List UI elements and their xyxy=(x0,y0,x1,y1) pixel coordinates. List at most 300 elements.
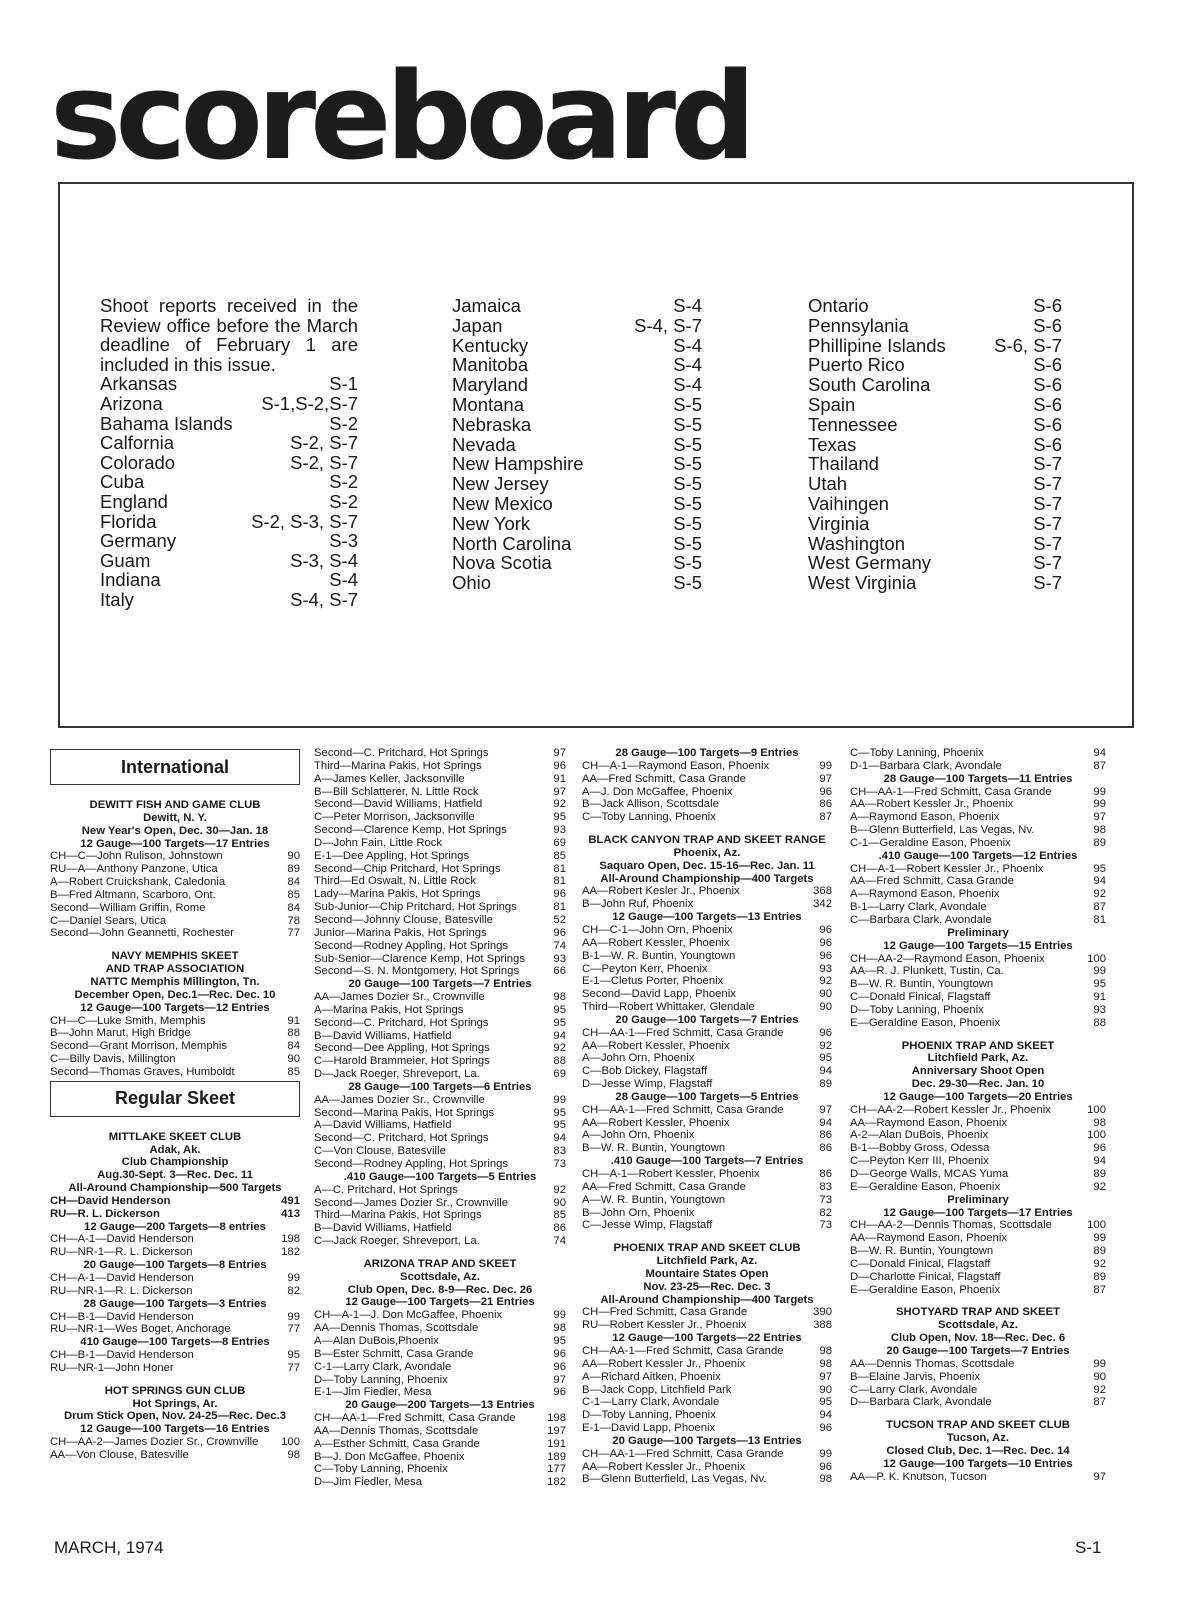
result-row xyxy=(850,1129,1106,1142)
result-row xyxy=(582,1422,832,1435)
index-pages: S-2, S-3, S-7 xyxy=(251,510,358,532)
shooter-score: 100 xyxy=(281,1436,300,1449)
result-row xyxy=(582,1396,832,1409)
shooter-name: D-1—Barbara Clark, Avondale xyxy=(850,759,1002,772)
shooter-name: C—Bob Dickey, Flagstaff xyxy=(582,1065,708,1078)
shooter-name: AA—Dennis Thomas, Scottsdale xyxy=(314,1424,479,1437)
shooter-score: 95 xyxy=(1093,978,1106,991)
index-pages: S-7 xyxy=(1033,492,1062,514)
result-row xyxy=(50,1323,300,1336)
shooter-name: D—Toby Lanning, Phoenix xyxy=(850,1003,984,1016)
index-pages: S-5 xyxy=(673,433,702,455)
index-pages: S-5 xyxy=(673,413,702,435)
event-heading: 12 Gauge—100 Targets—15 Entries xyxy=(883,939,1073,952)
shooter-name: AA—Von Clouse, Batesville xyxy=(50,1448,189,1461)
index-state: Bahama Islands xyxy=(100,412,233,434)
shooter-score: 73 xyxy=(819,1193,832,1206)
result-row xyxy=(50,876,300,889)
index-pages: S-6 xyxy=(1033,354,1062,376)
index-state: Nova Scotia xyxy=(452,552,552,574)
result-row xyxy=(582,1219,832,1232)
shooter-name: Second—David Lapp, Phoenix xyxy=(582,988,736,1001)
shooter-score: 99 xyxy=(287,1272,300,1284)
index-entry xyxy=(808,435,1062,455)
result-row xyxy=(850,1104,1106,1117)
shooter-name: D—Jesse Wimp, Flagstaff xyxy=(582,1078,713,1091)
shooter-score: 96 xyxy=(553,926,566,939)
page-title: scoreboard xyxy=(50,48,750,187)
shooter-name: C—Jack Roeger, Shreveport, La. xyxy=(314,1235,480,1248)
shooter-name: Lady—Marina Pakis, Hot Springs xyxy=(314,888,481,901)
result-row xyxy=(314,1004,566,1017)
shooter-score: 90 xyxy=(553,1196,566,1209)
index-entry xyxy=(100,531,358,551)
result-row xyxy=(314,1068,566,1081)
shooter-score: 95 xyxy=(819,1396,832,1409)
index-entry xyxy=(808,355,1062,375)
event-heading: All-Around Championship—400 Targets xyxy=(600,1293,814,1306)
shooter-name: A—Esther Schmitt, Casa Grande xyxy=(314,1437,480,1450)
index-entry xyxy=(100,394,358,414)
shooter-score: 95 xyxy=(553,1106,566,1119)
shooter-name: AA—James Dozier Sr., Crownville xyxy=(314,991,485,1004)
index-entry xyxy=(808,375,1062,395)
shooter-score: 98 xyxy=(553,1322,566,1335)
shooter-score: 90 xyxy=(287,850,300,863)
shooter-name: CH—AA-1—Fred Schmitt, Casa Grande xyxy=(582,1344,784,1357)
shooter-score: 86 xyxy=(819,1129,832,1142)
shooter-name: A—Robert Cruickshank, Caledonia xyxy=(50,876,226,889)
shooter-score: 94 xyxy=(1093,1155,1106,1168)
shooter-name: C—Larry Clark, Avondale xyxy=(850,1383,978,1396)
result-row xyxy=(582,1358,832,1371)
shooter-score: 91 xyxy=(1093,991,1106,1004)
event-heading: All-Around Championship—400 Targets xyxy=(600,872,814,885)
shooter-score: 95 xyxy=(553,1334,566,1347)
result-row xyxy=(314,837,566,850)
shooter-name: CH—AA-1—Fred Schmitt, Casa Grande xyxy=(582,1447,784,1460)
event-heading: 20 Gauge—100 Targets—13 Entries xyxy=(612,1434,802,1447)
event-heading: 28 Gauge—100 Targets—5 Entries xyxy=(615,1090,799,1103)
shooter-score: 368 xyxy=(813,885,832,898)
shooter-score: 87 xyxy=(1093,759,1106,772)
result-row xyxy=(850,1181,1106,1194)
shooter-name: C—Billy Davis, Millington xyxy=(50,1053,176,1066)
shooter-name: A—Raymond Eason, Phoenix xyxy=(850,888,1000,901)
shooter-name: AA—R. J. Plunkett, Tustin, Ca. xyxy=(850,965,1004,978)
shooter-score: 52 xyxy=(553,913,566,926)
intro-text: Shoot reports received in the Review office before the March deadline of February 1 are included in this issue. xyxy=(100,295,358,375)
event-heading: 20 Gauge—100 Targets—7 Entries xyxy=(615,1013,799,1026)
index-entry xyxy=(808,415,1062,435)
result-row xyxy=(314,863,566,876)
shooter-score: 87 xyxy=(819,811,832,824)
result-row xyxy=(50,1195,300,1208)
shooter-score: 97 xyxy=(1093,1470,1106,1483)
result-row xyxy=(850,811,1106,824)
result-row xyxy=(850,914,1106,927)
shooter-score: 97 xyxy=(553,1373,566,1386)
index-state: Spain xyxy=(808,393,856,415)
shooter-score: 95 xyxy=(553,1003,566,1016)
shooter-score: 96 xyxy=(553,1360,566,1373)
shooter-score: 98 xyxy=(287,1448,300,1461)
event-heading: Adak, Ak. xyxy=(149,1143,201,1156)
result-row xyxy=(582,963,832,976)
index-state: West Virginia xyxy=(808,572,917,594)
result-row xyxy=(582,1461,832,1474)
index-pages: S-2 xyxy=(329,490,358,512)
index-entry xyxy=(100,374,358,394)
result-row xyxy=(582,1319,832,1332)
shooter-score: 89 xyxy=(819,1078,832,1091)
shooter-score: 99 xyxy=(1093,1232,1106,1245)
index-state: Cuba xyxy=(100,471,145,493)
shooter-score: 99 xyxy=(819,1447,832,1460)
index-entry xyxy=(808,316,1062,336)
result-row xyxy=(850,875,1106,888)
result-row xyxy=(50,1208,300,1221)
shooter-name: D—Charlotte Finical, Flagstaff xyxy=(850,1270,1001,1283)
shooter-name: C—Harold Brammeier, Hot Springs xyxy=(314,1055,490,1068)
index-state: Maryland xyxy=(452,374,529,396)
result-row xyxy=(50,889,300,902)
shooter-score: 90 xyxy=(819,1001,832,1014)
shooter-score: 96 xyxy=(819,923,832,936)
section-heading-box: International xyxy=(50,749,300,785)
result-row xyxy=(314,1197,566,1210)
result-row xyxy=(314,1361,566,1374)
shooter-score: 85 xyxy=(287,1065,300,1078)
event-heading: Preliminary xyxy=(947,926,1009,939)
index-pages: S-1,S-2,S-7 xyxy=(261,392,358,414)
shooter-score: 88 xyxy=(1093,1016,1106,1029)
result-row xyxy=(50,902,300,915)
index-entry xyxy=(100,492,358,512)
event-heading: 28 Gauge—100 Targets—9 Entries xyxy=(615,747,799,759)
shooter-score: 88 xyxy=(553,1055,566,1068)
footer-page-number: S-1 xyxy=(1075,1538,1102,1557)
shooter-score: 99 xyxy=(553,1093,566,1106)
index-pages: S-6 xyxy=(1033,433,1062,455)
shooter-name: B—David Williams, Hatfield xyxy=(314,1029,452,1042)
result-row xyxy=(50,1436,300,1449)
index-entry xyxy=(452,534,702,554)
result-row xyxy=(314,875,566,888)
event-heading: Phoenix, Az. xyxy=(673,846,741,859)
shooter-name: Third—Ed Oswalt, N. Little Rock xyxy=(314,875,476,888)
event-heading: 12 Gauge—100 Targets—10 Entries xyxy=(883,1457,1073,1470)
index-pages: S-6 xyxy=(1033,374,1062,396)
shooter-score: 73 xyxy=(553,1158,566,1170)
index-entry xyxy=(100,551,358,571)
shooter-score: 82 xyxy=(287,1284,300,1297)
shooter-name: AA—Dennis Thomas, Scottsdale xyxy=(314,1322,479,1335)
index-entry xyxy=(452,454,702,474)
event-heading: Scottsdale, Az. xyxy=(938,1319,1018,1332)
result-row xyxy=(850,1358,1106,1371)
event-heading: Club Open, Nov. 18—Rec. Dec. 6 xyxy=(890,1332,1066,1345)
event-heading: BLACK CANYON TRAP AND SKEET RANGE xyxy=(588,834,826,847)
shooter-name: B-1—W. R. Buntin, Youngtown xyxy=(582,949,736,962)
result-row xyxy=(850,901,1106,914)
shooter-name: Second—David Williams, Hatfield xyxy=(314,798,483,811)
shooter-name: Second—James Dozier Sr., Crownville xyxy=(314,1196,508,1209)
shooter-score: 84 xyxy=(287,901,300,914)
shooter-name: C-1—Larry Clark, Avondale xyxy=(314,1360,452,1373)
shooter-name: CH—AA-1—Fred Schmitt, Casa Grande xyxy=(314,1412,516,1425)
shooter-name: CH—AA-2—Raymond Eason, Phoenix xyxy=(850,952,1045,965)
shooter-score: 95 xyxy=(819,1052,832,1065)
shooter-score: 96 xyxy=(819,785,832,798)
result-row xyxy=(582,1371,832,1384)
event-heading: Scottsdale, Az. xyxy=(400,1270,480,1283)
result-row xyxy=(314,1209,566,1222)
shooter-score: 94 xyxy=(553,1029,566,1042)
shooter-name: RU—A—Anthony Panzone, Utica xyxy=(50,863,218,876)
index-entry xyxy=(452,553,702,573)
shooter-score: 99 xyxy=(819,759,832,772)
shooter-name: B—Jack Copp, Litchfield Park xyxy=(582,1383,732,1396)
shooter-score: 413 xyxy=(281,1207,300,1220)
shooter-score: 198 xyxy=(547,1412,566,1425)
shooter-name: A—John Orn, Phoenix xyxy=(582,1052,695,1065)
index-state: North Carolina xyxy=(452,532,572,554)
index-pages: S-6 xyxy=(1033,314,1062,336)
event-heading: PHOENIX TRAP AND SKEET CLUB xyxy=(613,1242,801,1255)
event-heading: Dewitt, N. Y. xyxy=(143,811,207,824)
shooter-name: A—Alan DuBois,Phoenix xyxy=(314,1334,439,1347)
shooter-name: AA—Raymond Eason, Phoenix xyxy=(850,1232,1007,1245)
shooter-score: 491 xyxy=(281,1194,300,1207)
index-state: Pennsylania xyxy=(808,314,909,336)
index-pages: S-4 xyxy=(673,295,702,316)
result-row xyxy=(50,915,300,928)
result-row xyxy=(314,811,566,824)
index-pages: S-2, S-7 xyxy=(290,432,358,454)
result-row xyxy=(50,1053,300,1066)
result-row xyxy=(314,1132,566,1145)
shooter-score: 98 xyxy=(819,1344,832,1357)
shooter-score: 100 xyxy=(1087,952,1106,965)
shooter-name: AA—Robert Kessler, Phoenix xyxy=(582,1116,730,1129)
result-row xyxy=(850,1384,1106,1397)
shooter-score: 69 xyxy=(553,836,566,849)
index-state: Thailand xyxy=(808,453,879,475)
result-row xyxy=(582,1473,832,1486)
shooter-name: A—John Orn, Phoenix xyxy=(582,1129,695,1142)
shooter-score: 98 xyxy=(1093,824,1106,837)
shooter-name: AA—James Dozier Sr., Crownville xyxy=(314,1093,485,1106)
index-pages: S-3 xyxy=(329,530,358,552)
result-row xyxy=(582,1345,832,1358)
shooter-name: Third—Marina Pakis, Hot Springs xyxy=(314,1209,482,1222)
results-column-3 xyxy=(582,747,832,1486)
event-heading: New Year's Open, Dec. 30—Jan. 18 xyxy=(81,824,269,837)
shooter-score: 99 xyxy=(1093,785,1106,798)
result-row xyxy=(314,1145,566,1158)
shooter-name: D—Toby Lanning, Phoenix xyxy=(582,1409,716,1422)
shooter-score: 87 xyxy=(1093,1396,1106,1409)
shooter-score: 96 xyxy=(553,1386,566,1399)
shooter-score: 95 xyxy=(553,1016,566,1029)
index-state: Washington xyxy=(808,532,906,554)
shooter-name: B—Jack Allison, Scottsdale xyxy=(582,798,719,811)
event-heading: TUCSON TRAP AND SKEET CLUB xyxy=(886,1419,1070,1432)
shooter-name: Sub-Senior—Clarence Kemp, Hot Springs xyxy=(314,952,525,965)
shooter-score: 97 xyxy=(819,1103,832,1116)
shooter-score: 84 xyxy=(287,1040,300,1053)
shooter-name: CH—C—Luke Smith, Memphis xyxy=(50,1014,206,1027)
index-state: Virginia xyxy=(808,512,870,534)
result-row xyxy=(314,824,566,837)
index-state: New Hampshire xyxy=(452,453,584,475)
results-column-2 xyxy=(314,747,566,1489)
event-heading: Club Championship xyxy=(121,1156,229,1169)
index-pages: S-7 xyxy=(1033,532,1062,554)
event-heading: Nov. 23-25—Rec. Dec. 3 xyxy=(643,1280,771,1293)
event-heading: Dec. 29-30—Rec. Jan. 10 xyxy=(911,1078,1045,1091)
shooter-score: 81 xyxy=(553,875,566,888)
shooter-name: B—W. R. Buntin, Youngtown xyxy=(850,1245,994,1258)
index-entry xyxy=(808,454,1062,474)
event-heading: Anniversary Shoot Open xyxy=(911,1065,1045,1078)
shooter-name: AA—Robert Kessler, Phoenix xyxy=(582,936,730,949)
event-heading: DEWITT FISH AND GAME CLUB xyxy=(89,799,261,811)
shooter-score: 96 xyxy=(553,888,566,901)
shooter-score: 77 xyxy=(287,1361,300,1374)
shooter-name: CH—AA-2—Robert Kessler Jr., Phoenix xyxy=(850,1103,1051,1116)
shooter-name: B—John Marut, High Bridge xyxy=(50,1027,191,1040)
result-row xyxy=(314,798,566,811)
index-state: England xyxy=(100,490,168,512)
result-row xyxy=(850,1219,1106,1232)
result-row xyxy=(314,1094,566,1107)
shooter-score: 96 xyxy=(819,1422,832,1435)
shooter-name: C—Toby Lanning, Phoenix xyxy=(850,747,984,759)
shooter-score: 74 xyxy=(553,939,566,952)
shooter-name: RU—NR-1—R. L. Dickerson xyxy=(50,1246,193,1259)
shooter-score: 94 xyxy=(819,1065,832,1078)
index-entry xyxy=(452,296,702,316)
shooter-name: C-1—Larry Clark, Avondale xyxy=(582,1396,720,1409)
shooter-score: 81 xyxy=(553,901,566,914)
shooter-score: 90 xyxy=(1093,1370,1106,1383)
shooter-name: Second—Marina Pakis, Hot Springs xyxy=(314,1106,495,1119)
shooter-name: Third—Robert Whittaker, Glendale xyxy=(582,1001,755,1014)
index-pages: S-4 xyxy=(673,354,702,376)
shooter-name: A-2—Alan DuBois, Phoenix xyxy=(850,1129,989,1142)
result-row xyxy=(50,1272,300,1285)
shooter-score: 177 xyxy=(547,1463,566,1476)
shooter-name: B—John Ruf, Phoenix xyxy=(582,898,694,911)
shooter-name: C—Jesse Wimp, Flagstaff xyxy=(582,1219,713,1232)
shooter-name: Junior—Marina Pakis, Hot Springs xyxy=(314,926,487,939)
result-row xyxy=(50,863,300,876)
shooter-score: 89 xyxy=(1093,1270,1106,1283)
index-pages: S-4 xyxy=(673,334,702,356)
shooter-score: 87 xyxy=(1093,1283,1106,1296)
shooter-score: 96 xyxy=(819,936,832,949)
result-row xyxy=(314,1119,566,1132)
shooter-name: AA—Robert Kessler Jr., Phoenix xyxy=(582,1460,746,1473)
index-entry xyxy=(452,355,702,375)
shooter-name: E-1—Jim Fiedler, Mesa xyxy=(314,1386,432,1399)
shooter-name: Second—Rodney Appling, Hot Springs xyxy=(314,1158,509,1170)
result-row xyxy=(314,1222,566,1235)
shooter-name: D—George Walls, MCAS Yuma xyxy=(850,1168,1009,1180)
shooter-score: 98 xyxy=(819,1357,832,1370)
shooter-name: C—Daniel Sears, Utica xyxy=(50,914,167,927)
index-state: Indiana xyxy=(100,569,161,591)
event-heading: 28 Gauge—100 Targets—6 Entries xyxy=(348,1080,532,1093)
result-row xyxy=(314,940,566,953)
shooter-name: B-1—Larry Clark, Avondale xyxy=(850,901,987,914)
result-row xyxy=(582,1117,832,1130)
event-heading: 28 Gauge—100 Targets—3 Entries xyxy=(83,1297,267,1310)
result-row xyxy=(314,1055,566,1068)
shooter-name: AA—Dennis Thomas, Scottsdale xyxy=(850,1357,1015,1370)
shooter-name: Second—C. Pritchard, Hot Springs xyxy=(314,1016,489,1029)
index-pages: S-1 xyxy=(329,373,358,395)
index-pages: S-5 xyxy=(673,532,702,554)
index-pages: S-5 xyxy=(673,492,702,514)
shooter-name: C-1—Geraldine Eason, Phoenix xyxy=(850,836,1011,849)
shooter-name: Second—Dee Appling, Hot Springs xyxy=(314,1042,490,1055)
shooter-name: C—Donald Finical, Flagstaff xyxy=(850,991,991,1004)
shooter-name: A—Richard Aitken, Phoenix xyxy=(582,1370,721,1383)
result-row xyxy=(850,863,1106,876)
index-pages: S-2 xyxy=(329,412,358,434)
shooter-score: 99 xyxy=(1093,965,1106,978)
result-row xyxy=(314,1463,566,1476)
shooter-name: Second—Grant Morrison, Memphis xyxy=(50,1040,228,1053)
event-heading: .410 Gauge—100 Targets—12 Entries xyxy=(878,849,1078,862)
result-row xyxy=(582,1168,832,1181)
index-entry xyxy=(452,316,702,336)
shooter-name: CH—A-1—David Henderson xyxy=(50,1272,194,1284)
shooter-name: RU—R. L. Dickerson xyxy=(50,1207,160,1220)
shooter-name: A—C. Pritchard, Hot Springs xyxy=(314,1183,458,1196)
index-pages: S-4 xyxy=(673,374,702,396)
index-state: Texas xyxy=(808,433,857,455)
event-heading: MITTLAKE SKEET CLUB xyxy=(108,1130,242,1143)
shooter-score: 91 xyxy=(287,1014,300,1027)
shooter-score: 189 xyxy=(547,1450,566,1463)
result-row xyxy=(850,824,1106,837)
shooter-score: 88 xyxy=(287,1027,300,1040)
shooter-name: AA—Robert Kessler, Phoenix xyxy=(582,1039,730,1052)
index-pages: S-6 xyxy=(1033,393,1062,415)
result-row xyxy=(582,1384,832,1397)
result-row xyxy=(50,1246,300,1259)
index-state: Italy xyxy=(100,588,134,610)
shooter-name: Second—Chip Pritchard, Hot Springs xyxy=(314,862,501,875)
shooter-name: CH—A-1—Raymond Eason, Phoenix xyxy=(582,759,770,772)
shooter-score: 95 xyxy=(553,811,566,824)
event-heading: 12 Gauge—100 Targets—20 Entries xyxy=(883,1090,1073,1103)
index-state: New Jersey xyxy=(452,473,549,495)
result-row xyxy=(850,1168,1106,1181)
section-heading-box: Regular Skeet xyxy=(50,1081,300,1117)
shooter-score: 94 xyxy=(1093,747,1106,759)
result-row xyxy=(582,1409,832,1422)
shooter-score: 90 xyxy=(819,988,832,1001)
event-heading: 12 Gauge—100 Targets—22 Entries xyxy=(612,1332,802,1345)
result-row xyxy=(850,760,1106,773)
result-row xyxy=(582,937,832,950)
index-pages: S-4, S-7 xyxy=(634,314,702,336)
